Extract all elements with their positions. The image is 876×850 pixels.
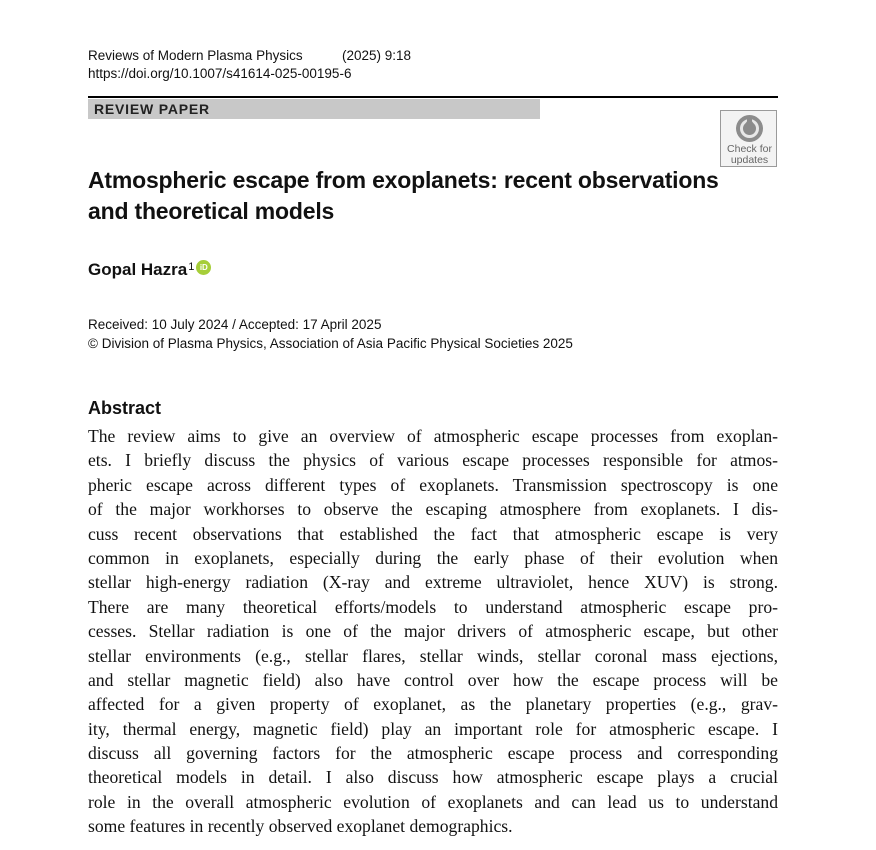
abstract-body: [88, 424, 778, 839]
journal-year-volume: (2025) 9:18: [342, 48, 412, 63]
abstract-line: discuss all governing factors for the atmospheric escape process and corresponding: [88, 743, 778, 764]
abstract-line: There are many theoretical efforts/models to understand atmospheric escape pro-: [88, 596, 778, 617]
abstract-line: of the major workhorses to observe the escaping atmosphere from exoplanets. I dis-: [88, 499, 778, 520]
abstract-line: ity, thermal energy, magnetic field) play an important role for atmospheric escape. I: [88, 718, 778, 739]
abstract-line: affected for a given property of exoplanet, as the planetary properties (e.g., grav-: [88, 694, 778, 715]
check-updates-icon: [735, 114, 764, 143]
received-accepted-dates: Received: 10 July 2024 / Accepted: 17 April 2025: [88, 317, 382, 332]
abstract-line: stellar high-energy radiation (X-ray and extreme ultraviolet, hence XUV) is strong.: [88, 572, 778, 593]
abstract-line: stellar environments (e.g., stellar flares, stellar winds, stellar coronal mass ejections,: [88, 645, 778, 666]
abstract-heading: Abstract: [88, 398, 162, 418]
abstract-line: The review aims to give an overview of atmospheric escape processes from exoplan-: [88, 426, 778, 446]
check-for-updates-text: Check for updates: [727, 143, 772, 166]
author-name[interactable]: Gopal Hazra: [88, 260, 188, 279]
abstract-line: some features in recently observed exoplanet demographics.: [88, 816, 513, 837]
abstract-line: pheric escape across different types of exoplanets. Transmission spectroscopy is one: [88, 474, 778, 495]
orcid-icon[interactable]: iD: [196, 260, 211, 275]
abstract-line: theoretical models in detail. I also discuss how atmospheric escape plays a crucial: [88, 767, 778, 788]
doi-link[interactable]: https://doi.org/10.1007/s41614-025-00195-6: [88, 66, 352, 81]
abstract-line: ets. I briefly discuss the physics of various escape processes responsible for atmos-: [88, 450, 778, 471]
abstract-line: and stellar magnetic field) also have control over how the escape process will be: [88, 669, 778, 690]
header-rule: [88, 96, 778, 98]
check-for-updates-badge[interactable]: [720, 110, 777, 167]
abstract-line: cesses. Stellar radiation is one of the major drivers of atmospheric escape, but other: [88, 621, 778, 642]
affiliation-mark: 1: [188, 261, 195, 273]
article-type-label: REVIEW PAPER: [94, 101, 210, 117]
author-line: [88, 259, 211, 281]
abstract-line: role in the overall atmospheric evolution of exoplanets and can lead us to understand: [88, 791, 778, 812]
abstract-line: common in exoplanets, especially during the early phase of their evolution when: [88, 547, 778, 568]
abstract-line: cuss recent observations that established the fact that atmospheric escape is very: [88, 523, 778, 544]
article-title: Atmospheric escape from exoplanets: recent observations and theoretical models: [88, 167, 719, 224]
journal-line: [88, 47, 412, 65]
copyright-notice: © Division of Plasma Physics, Association of Asia Pacific Physical Societies 2025: [88, 336, 573, 351]
journal-name: Reviews of Modern Plasma Physics: [88, 48, 303, 63]
